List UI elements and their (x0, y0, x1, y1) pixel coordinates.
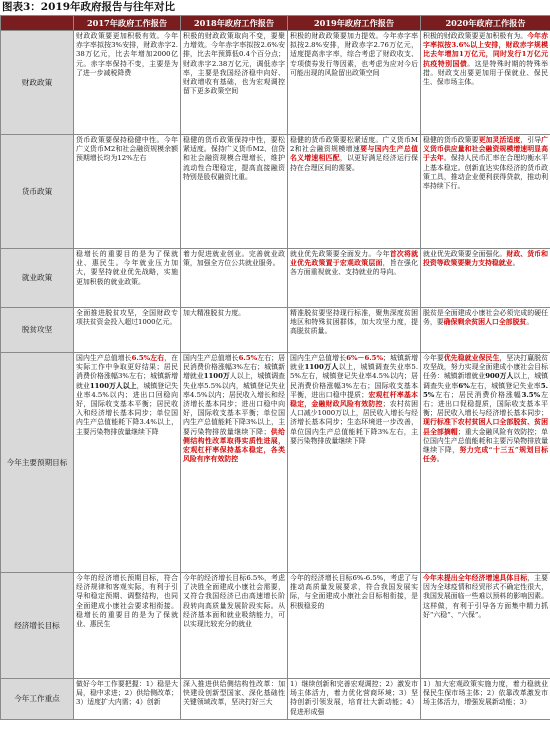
cell-2017 (74, 135, 181, 249)
cell-text: 做好今年工作要把握：1）稳是大局，稳中求进；2）供给侧改革；3）适度扩大内需；4）创新 (76, 680, 178, 707)
highlighted-text: 财政、货币和投资等政策要聚力支持稳就业 (423, 250, 549, 268)
cell-text: 以上，城镇调查失业率5.5%左右，城镇登记失业率4.5%以内；居民消费价格涨幅3%左右；国际收支基本平衡，进出口稳中提质； (290, 363, 419, 399)
cell-text: 加大精准脱贫力度。 (183, 309, 246, 317)
cell-text: ，坚决打赢脱贫攻坚战，努力实现全面建成小康社会目标任务：城镇新增就业 (423, 354, 549, 381)
row-label: 今年工作重点 (1, 679, 74, 720)
highlighted-text: 今年赤字率拟按3.6%以上安排，财政赤字规模比去年增加1万亿元，同时发行1万亿元抗疫特别国债 (423, 32, 549, 68)
cell-text: ，旨在强化各方面重视就业、支持就业的导向。 (290, 259, 419, 277)
cell-text: 今年要 (423, 354, 444, 362)
highlighted-text: 6.5%左右 (131, 354, 165, 362)
cell-2020 (421, 135, 550, 249)
highlighted-text: 优先稳就业保民生 (443, 354, 500, 362)
cell-2017 (74, 308, 181, 353)
cell-text: 。这是特殊时期的特殊举措。财政支出要更加用于保就业、保民生、保市场主体。 (423, 59, 549, 87)
cell-text: 1100万人以上 (89, 381, 137, 390)
cell-text: ；农村贫困人口减少1000万以上，居民收入增长与经济增长基本同步；生态环境进一步改善，单位国内生产总值能耗下降3%左右，主要污染物排放量继续下降 (290, 400, 419, 445)
cell-text: ，在实际工作中争取更好结果；居民消费价格涨幅3%左右；城镇新增就业 (76, 354, 179, 390)
row-work-priorities (1, 679, 550, 720)
highlighted-text: 供给侧结构性改革取得实质性进展，宏观杠杆率保持基本稳定，各类风险有序有效防控 (183, 427, 286, 464)
cell-2018 (181, 135, 288, 249)
cell-text: 积极的财政政策取向不变，要聚力增效。今年赤字率拟按2.6%安排，比去年预算低0.4个百分点；财政赤字2.38万亿元，调低赤字率，主要是我国经济稳中向好、财政增收有基础，也为宏观调控留下更多政策空间 (183, 32, 285, 96)
row-employment-policy (1, 249, 550, 308)
cell-text: 深入推进供给侧结构性改革：加快建设创新型国家、深化基础性关键领域改革，坚决打好三大 (183, 680, 285, 707)
cell-text: 900万人 (485, 372, 514, 381)
header-2020: 2020年政府工作报告 (421, 16, 550, 31)
cell-text: 。保持人民币汇率在合理均衡水平上基本稳定。创新直达实体经济的货币政策工具，推动企业便利获得贷款，推动利率持续下行。 (423, 154, 548, 191)
row-main-targets (1, 353, 550, 573)
highlighted-text: 要与国内生产总值名义增速相匹配 (290, 145, 419, 163)
cell-text: 积极的财政政策要加力提效。今年赤字率拟按2.8%安排，财政赤字2.76万亿元，适度提高赤字率，综合考虑了财政收支、专项债券发行等因素，也考虑为应对今后可能出现的风险留出政策空间 (290, 32, 418, 77)
cell-2019 (288, 135, 421, 249)
row-label: 货币政策 (1, 135, 74, 249)
header-2019: 2019年政府工作报告 (288, 16, 421, 31)
row-monetary-policy (1, 135, 550, 249)
cell-text: 今年的经济增长目标6%-6.5%，考虑了与推动高质量发展要求，符合我国发展实际，与全面建成小康社会目标相衔接，是积极稳妥的 (290, 574, 418, 610)
cell-text: ，以更好满足经济运行保持在合理区间的需要。 (290, 154, 419, 172)
row-label: 经济增长目标 (1, 573, 74, 679)
row-label: 脱贫攻坚 (1, 308, 74, 353)
cell-2017 (74, 249, 181, 308)
cell-text: ，引导 (520, 136, 542, 144)
cell-2019 (288, 353, 421, 573)
cell-text: 左右，城镇登记失业率 (469, 381, 541, 390)
cell-text: 6% (458, 381, 470, 390)
cell-text: 国内生产总值增长 (183, 354, 239, 362)
highlighted-text: 广义货币供应量和社会融资规模增速明显高于去年 (423, 136, 549, 163)
cell-2018 (181, 573, 288, 679)
cell-text: 货币政策要保持稳健中性。今年广义货币M2和社会融资规模余额预期增长均为12%左右 (76, 136, 178, 163)
highlighted-text: 宏观杠杆率基本稳定，金融财政风险有效防控 (290, 390, 419, 409)
figure-title: 图表3：2019年政府报告与往年对比 (2, 1, 176, 13)
header-corner (1, 16, 74, 31)
cell-text: 就业优先政策要全面强化。 (423, 250, 507, 258)
cell-text: 稳健的货币政策要松紧适度。广义货币M2和社会融资规模增速 (290, 136, 418, 154)
cell-text: 财政政策要更加积极有效。今年赤字率拟按3%安排，财政赤字2.38万亿元，比去年增加2000亿元。赤字率保持不变，主要是为了进一步减税降费 (76, 32, 178, 77)
row-fiscal-policy (1, 31, 550, 135)
cell-2018 (181, 249, 288, 308)
highlighted-text: 6.5% (238, 354, 258, 362)
cell-text: ；城镇新增就业 (290, 354, 418, 372)
header-row (1, 16, 550, 31)
cell-2018 (181, 308, 288, 353)
highlighted-text: 确保剩余贫困人口全部脱贫 (443, 318, 527, 327)
cell-text: 稳增长的重要目的是为了保就业、惠民生。今年就业压力加大，要坚持就业优先战略，实施更加积极的就业政策。 (76, 250, 178, 286)
cell-text: 国内生产总值增长 (76, 354, 132, 362)
cell-text: 左右；居民消费价格涨幅 (434, 390, 522, 399)
cell-2017 (74, 679, 181, 720)
cell-2020 (421, 573, 550, 679)
highlighted-text: 首次将就业优先政策置于宏观政策层面 (290, 250, 419, 268)
cell-text: 1）加大宏观政策实施力度，着力稳就业保民生保市场主体；2）依靠改革激发市场主体活力，增强发展新动能；3） (423, 680, 548, 707)
cell-text: 1100万 (203, 372, 230, 381)
cell-text: 精准脱贫要坚持现行标准，聚焦深度贫困地区和特殊贫困群体，加大攻坚力度，提高脱贫质量。 (290, 309, 418, 336)
cell-2019 (288, 31, 421, 135)
cell-text: 今年的经济增长目标6.5%，考虑了决胜全面建成小康社会需要，又符合我国经济已由高速增长阶段转向高质量发展阶段实际。从经济基本面和就业吸纳能力，可以实现比较充分的就业 (183, 574, 285, 629)
row-label: 财政政策 (1, 31, 74, 135)
cell-text: 1）继续创新和完善宏观调控；2）激发市场主体活力，着力优化营商环境；3）坚持创新引领发展，培育壮大新动能；4）促进形成强 (290, 680, 418, 716)
cell-text: 。 (526, 318, 534, 327)
cell-text: 今年的经济增长预期目标，符合经济规律和客观实际，有利于引导和稳定预期、调整结构，也同全面建成小康社会要求相衔接。稳增长的重要目的是为了保就业、惠民生 (76, 574, 178, 629)
cell-2017 (74, 31, 181, 135)
cell-text: ，主要因为全球疫情和经贸形式不确定性很大，我国发展面临一些难以预料的影响因素。这样做，有利于引导各方面集中精力抓好“六稳”、“六保”。 (423, 574, 549, 619)
cell-text: 全面推进脱贫攻坚，全国财政专项扶贫资金投入超过1000亿元。 (76, 309, 178, 327)
cell-text: 国内生产总值增长 (290, 354, 347, 362)
cell-text: ，城镇登记失业率4.5%以内；进出口回稳向好，国际收支基本平衡；居民收入和经济增长基本同步；单位国内生产总值能耗下降3.4%以上，主要污染物排放量继续下降 (76, 381, 179, 436)
cell-2020 (421, 249, 550, 308)
cell-2019 (288, 573, 421, 679)
highlighted-text: 更加灵活适度 (478, 136, 521, 144)
cell-2020 (421, 353, 550, 573)
cell-2019 (288, 249, 421, 308)
cell-2018 (181, 353, 288, 573)
row-poverty-alleviation (1, 308, 550, 353)
cell-2020 (421, 31, 550, 135)
cell-2017 (74, 353, 181, 573)
row-label: 就业政策 (1, 249, 74, 308)
cell-text: 就业优先政策要全面发力。今年 (290, 250, 390, 258)
cell-text: 左右；进出口促稳提质，国际收支基本平衡；居民收入增长与经济增长基本同步； (423, 390, 549, 418)
highlighted-text: 努力完成“十三五”规划目标任务 (423, 446, 549, 464)
cell-text: 积极的财政政策要更加积极有为。 (423, 32, 528, 40)
cell-text: 1100万人 (304, 363, 339, 372)
row-label: 今年主要预期目标 (1, 353, 74, 573)
cell-text: 。 (436, 455, 444, 464)
cell-text: 着力促进就业创业。完善就业政策，加强全方位公共就业服务。 (183, 250, 285, 268)
cell-text: 3.5% (521, 390, 541, 399)
header-2018: 2018年政府工作报告 (181, 16, 288, 31)
cell-2018 (181, 679, 288, 720)
highlighted-text: 现行标准下农村贫困人口全部脱贫、贫困县全部摘帽 (423, 418, 548, 436)
cell-2018 (181, 31, 288, 135)
highlighted-text: 今年未提出全年经济增速具体目标 (423, 574, 528, 582)
cell-2019 (288, 679, 421, 720)
policy-comparison-table (0, 15, 550, 720)
row-growth-target (1, 573, 550, 679)
header-2017: 2017年政府工作报告 (74, 16, 181, 31)
cell-text: 脱贫是全面建成小康社会必须完成的硬任务，要 (423, 309, 548, 327)
cell-2017 (74, 573, 181, 679)
cell-text: 5.5% (423, 381, 549, 399)
cell-2020 (421, 679, 550, 720)
cell-text: 以上，城镇调查失业率 (423, 372, 548, 390)
cell-2020 (421, 308, 550, 353)
cell-text: 。 (512, 259, 520, 268)
cell-text: ；重大金融风险有效防控；单位国内生产总值能耗和主要污染物排放量继续下降， (423, 427, 549, 455)
cell-2019 (288, 308, 421, 353)
cell-text: 稳健的货币政策要 (423, 136, 479, 144)
cell-text: 稳健的货币政策保持中性，要松紧适度。保持广义货币M2、信贷和社会融资规模合理增长，维护流动性合理稳定，提高直接融资特别是股权融资比重。 (183, 136, 285, 181)
cell-text: 左右；居民消费价格涨幅3%左右；城镇新增就业 (183, 354, 286, 381)
cell-text: 人以上，城镇调查失业率5.5%以内，城镇登记失业率4.5%以内；居民收入增长和经济增长基本同步；进出口稳中向好，国际收支基本平衡；单位国内生产总值能耗下降3%以上，主要污染物排放量继续下降； (183, 372, 285, 436)
highlighted-text: 6%－6.5% (346, 354, 383, 362)
